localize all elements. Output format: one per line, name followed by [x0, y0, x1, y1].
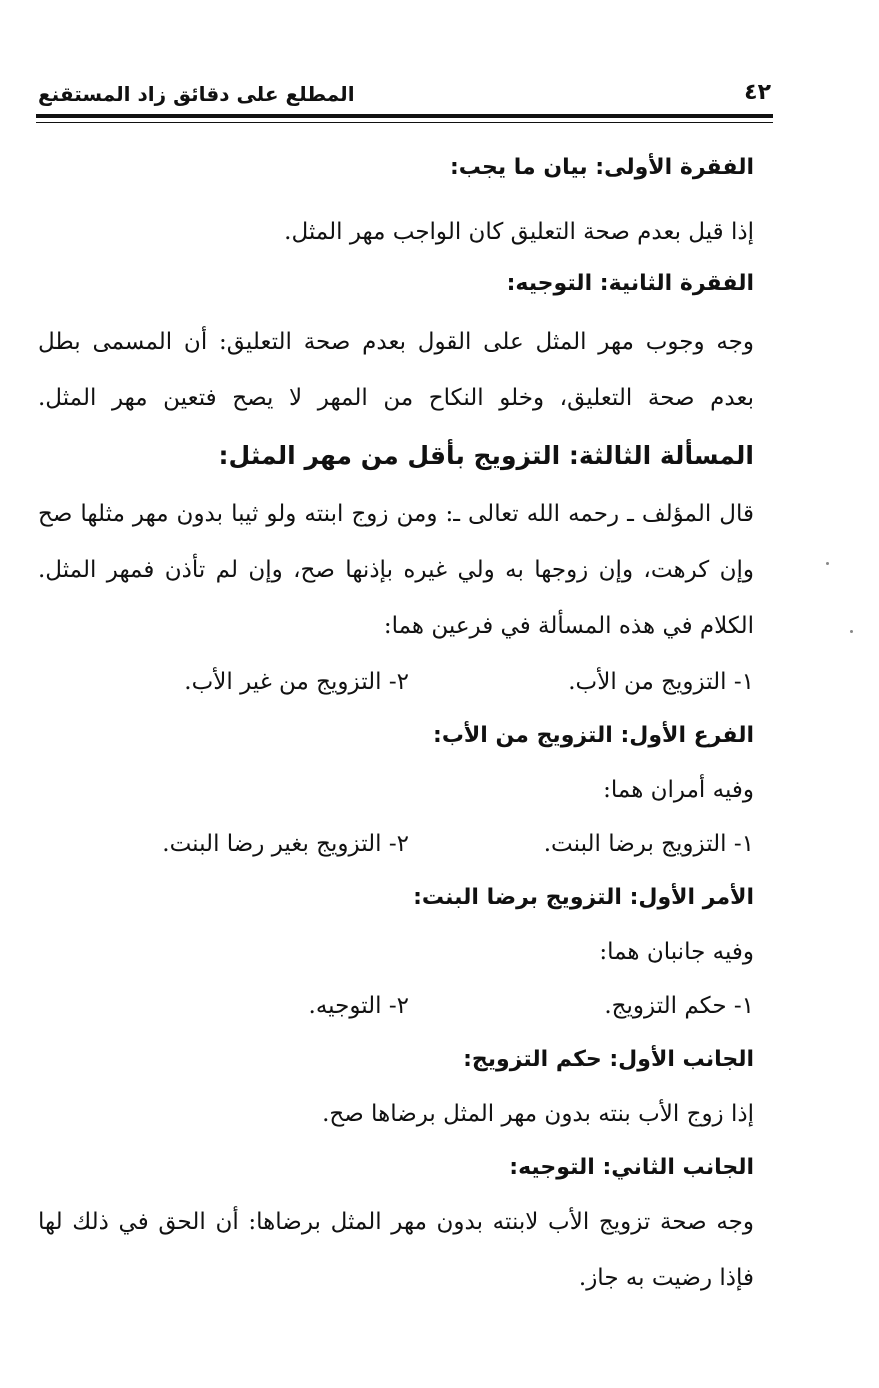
page-number: ٤٢	[744, 80, 771, 105]
paragraph-line: وجه وجوب مهر المثل على القول بعدم صحة التعليق: أن المسمى بطل	[38, 329, 754, 355]
paragraph-line: بعدم صحة التعليق، وخلو النكاح من المهر لا يصح فتعين مهر المثل.	[38, 385, 754, 411]
paragraph-line: وفيه أمران هما:	[603, 777, 754, 803]
section-heading: المسألة الثالثة: التزويج بأقل من مهر المثل:	[218, 441, 754, 470]
scan-speck	[850, 630, 853, 633]
list-item: ٢- التزويج بغير رضا البنت.	[162, 831, 409, 857]
numbered-items-row	[38, 662, 754, 702]
paragraph-line: فإذا رضيت به جاز.	[578, 1265, 754, 1291]
list-item: ١- حكم التزويج.	[604, 993, 754, 1019]
header-rule-thick	[36, 114, 773, 118]
paragraph-line: وإن كرهت، وإن زوجها به ولي غيره بإذنها صح، وإن لم تأذن فمهر المثل.	[38, 557, 754, 583]
numbered-items-row	[38, 824, 754, 864]
book-title: المطلع على دقائق زاد المستقنع	[38, 82, 355, 106]
numbered-items-row	[38, 986, 754, 1026]
list-item: ١- التزويج من الأب.	[568, 669, 754, 695]
scan-speck	[826, 562, 829, 565]
paragraph-line: قال المؤلف ـ رحمه الله تعالى ـ: ومن زوج ابنته ولو ثيبا بدون مهر مثلها صح	[38, 501, 754, 527]
paragraph-line: إذا زوج الأب بنته بدون مهر المثل برضاها صح.	[322, 1101, 754, 1127]
paragraph-line: وجه صحة تزويج الأب لابنته بدون مهر المثل برضاها: أن الحق في ذلك لها	[38, 1209, 754, 1235]
subsection-heading: الفقرة الثانية: التوجيه:	[506, 271, 754, 296]
paragraph-line: إذا قيل بعدم صحة التعليق كان الواجب مهر المثل.	[284, 219, 754, 245]
list-item: ١- التزويج برضا البنت.	[543, 831, 754, 857]
matter-heading: الأمر الأول: التزويج برضا البنت:	[413, 885, 754, 910]
list-item: ٢- التوجيه.	[308, 993, 409, 1019]
aspect-heading: الجانب الأول: حكم التزويج:	[463, 1047, 754, 1072]
list-item: ٢- التزويج من غير الأب.	[184, 669, 409, 695]
header-rule-thin	[36, 122, 773, 123]
subsection-heading: الفقرة الأولى: بيان ما يجب:	[449, 155, 754, 180]
paragraph-line: الكلام في هذه المسألة في فرعين هما:	[383, 613, 754, 639]
branch-heading: الفرع الأول: التزويج من الأب:	[433, 723, 754, 748]
paragraph-line: وفيه جانبان هما:	[599, 939, 754, 965]
running-header	[38, 78, 771, 112]
aspect-heading: الجانب الثاني: التوجيه:	[509, 1155, 754, 1180]
